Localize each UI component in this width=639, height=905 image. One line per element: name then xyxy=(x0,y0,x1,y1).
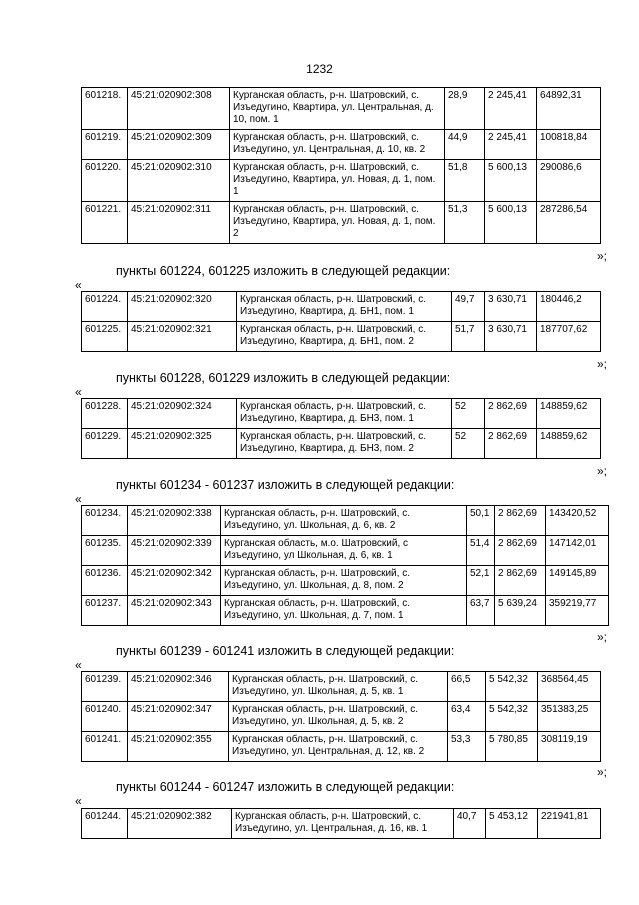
address-cell: Курганская область, р-н. Шатровский, с. Изъедугино, Квартира, д. БН1, пом. 1 xyxy=(237,292,452,322)
registry-table xyxy=(81,291,601,352)
cadastral-value-cell: 64892,31 xyxy=(537,88,601,130)
cadastral-value-cell: 287286,54 xyxy=(537,202,601,244)
registry-table xyxy=(81,671,601,762)
item-number-cell: 601219. xyxy=(82,130,128,160)
cadastral-value-cell: 308119,19 xyxy=(538,732,601,762)
table-row xyxy=(82,732,601,762)
cadastral-number-cell: 45:21:020902:325 xyxy=(128,429,237,459)
address-cell: Курганская область, м.о. Шатровский, с Изъедугино, ул Школьная, д. 6, кв. 1 xyxy=(221,536,467,566)
cadastral-number-cell: 45:21:020902:309 xyxy=(128,130,230,160)
rate-cell: 2 862,69 xyxy=(495,536,546,566)
address-cell: Курганская область, р-н. Шатровский, с. Изъедугино, ул. Центральная, д. 10, кв. 2 xyxy=(230,130,445,160)
registry-table xyxy=(81,808,601,839)
cadastral-number-cell: 45:21:020902:339 xyxy=(128,536,221,566)
cadastral-number-cell: 45:21:020902:310 xyxy=(128,160,230,202)
address-cell: Курганская область, р-н. Шатровский, с. Изъедугино, ул. Школьная, д. 6, кв. 2 xyxy=(221,506,467,536)
table-row xyxy=(82,809,601,839)
cadastral-number-cell: 45:21:020902:342 xyxy=(128,566,221,596)
rate-cell: 2 862,69 xyxy=(485,399,537,429)
closing-quote: »; xyxy=(596,765,607,779)
cadastral-value-cell: 100818,84 xyxy=(537,130,601,160)
item-number-cell: 601235. xyxy=(82,536,128,566)
area-cell: 44,9 xyxy=(445,130,485,160)
section-heading: пункты 601234 - 601237 изложить в следующей редакции: xyxy=(116,478,455,492)
table-row xyxy=(82,429,601,459)
rate-cell: 3 630,71 xyxy=(485,322,537,352)
area-cell: 52 xyxy=(452,429,485,459)
cadastral-value-cell: 148859,62 xyxy=(537,399,601,429)
cadastral-number-cell: 45:21:020902:320 xyxy=(128,292,237,322)
cadastral-value-cell: 290086,6 xyxy=(537,160,601,202)
area-cell: 51,4 xyxy=(467,536,495,566)
address-cell: Курганская область, р-н. Шатровский, с. Изъедугино, ул. Центральная, д. 12, кв. 2 xyxy=(229,732,448,762)
item-number-cell: 601228. xyxy=(82,399,128,429)
cadastral-number-cell: 45:21:020902:346 xyxy=(128,672,229,702)
address-cell: Курганская область, р-н. Шатровский, с. Изъедугино, Квартира, д. БН3, пом. 1 xyxy=(237,399,452,429)
opening-quote: « xyxy=(75,385,82,399)
item-number-cell: 601241. xyxy=(82,732,128,762)
table-row xyxy=(82,596,609,626)
rate-cell: 5 780,85 xyxy=(486,732,538,762)
item-number-cell: 601237. xyxy=(82,596,128,626)
registry-table xyxy=(81,398,601,459)
area-cell: 53,3 xyxy=(448,732,486,762)
closing-quote: »; xyxy=(596,357,607,371)
area-cell: 51,7 xyxy=(452,322,485,352)
rate-cell: 5 639,24 xyxy=(495,596,546,626)
table-row xyxy=(82,536,609,566)
section-heading: пункты 601228, 601229 изложить в следующей редакции: xyxy=(116,371,451,385)
table-row xyxy=(82,506,609,536)
opening-quote: « xyxy=(75,492,82,506)
item-number-cell: 601244. xyxy=(82,809,128,839)
cadastral-value-cell: 143420,52 xyxy=(546,506,609,536)
opening-quote: « xyxy=(75,658,82,672)
item-number-cell: 601240. xyxy=(82,702,128,732)
opening-quote: « xyxy=(75,278,82,292)
cadastral-number-cell: 45:21:020902:382 xyxy=(128,809,232,839)
table-row xyxy=(82,322,601,352)
item-number-cell: 601229. xyxy=(82,429,128,459)
cadastral-number-cell: 45:21:020902:308 xyxy=(128,88,230,130)
area-cell: 52 xyxy=(452,399,485,429)
cadastral-number-cell: 45:21:020902:338 xyxy=(128,506,221,536)
cadastral-number-cell: 45:21:020902:347 xyxy=(128,702,229,732)
rate-cell: 2 862,69 xyxy=(485,429,537,459)
table-row xyxy=(82,130,601,160)
area-cell: 51,3 xyxy=(445,202,485,244)
table-row xyxy=(82,702,601,732)
area-cell: 63,4 xyxy=(448,702,486,732)
section-heading: пункты 601239 - 601241 изложить в следующей редакции: xyxy=(116,644,455,658)
cadastral-value-cell: 221941,81 xyxy=(538,809,601,839)
item-number-cell: 601234. xyxy=(82,506,128,536)
closing-quote: »; xyxy=(596,630,607,644)
address-cell: Курганская область, р-н. Шатровский, с. Изъедугино, Квартира, ул. Новая, д. 1, пом. 1 xyxy=(230,160,445,202)
address-cell: Курганская область, р-н. Шатровский, с. Изъедугино, Квартира, д. БН1, пом. 2 xyxy=(237,322,452,352)
table-row xyxy=(82,88,601,130)
table-row xyxy=(82,160,601,202)
area-cell: 40,7 xyxy=(454,809,486,839)
address-cell: Курганская область, р-н. Шатровский, с. Изъедугино, ул. Школьная, д. 7, пом. 1 xyxy=(221,596,467,626)
rate-cell: 5 453,12 xyxy=(486,809,538,839)
address-cell: Курганская область, р-н. Шатровский, с. Изъедугино, Квартира, ул. Центральная, д. 10, пом. 1 xyxy=(230,88,445,130)
address-cell: Курганская область, р-н. Шатровский, с. Изъедугино, ул. Школьная, д. 5, кв. 1 xyxy=(229,672,448,702)
table-row xyxy=(82,399,601,429)
cadastral-value-cell: 368564,45 xyxy=(538,672,601,702)
area-cell: 66,5 xyxy=(448,672,486,702)
area-cell: 63,7 xyxy=(467,596,495,626)
area-cell: 50,1 xyxy=(467,506,495,536)
area-cell: 52,1 xyxy=(467,566,495,596)
item-number-cell: 601224. xyxy=(82,292,128,322)
closing-quote: »; xyxy=(596,464,607,478)
address-cell: Курганская область, р-н. Шатровский, с. Изъедугино, Квартира, ул. Новая, д. 1, пом. 2 xyxy=(230,202,445,244)
item-number-cell: 601236. xyxy=(82,566,128,596)
rate-cell: 2 245,41 xyxy=(485,88,537,130)
address-cell: Курганская область, р-н. Шатровский, с. Изъедугино, Квартира, д. БН3, пом. 2 xyxy=(237,429,452,459)
table-row xyxy=(82,672,601,702)
registry-table xyxy=(81,505,609,626)
cadastral-value-cell: 351383,25 xyxy=(538,702,601,732)
cadastral-value-cell: 147142,01 xyxy=(546,536,609,566)
registry-table xyxy=(81,87,601,244)
item-number-cell: 601239. xyxy=(82,672,128,702)
rate-cell: 2 245,41 xyxy=(485,130,537,160)
item-number-cell: 601218. xyxy=(82,88,128,130)
table-row xyxy=(82,292,601,322)
cadastral-value-cell: 148859,62 xyxy=(537,429,601,459)
item-number-cell: 601221. xyxy=(82,202,128,244)
area-cell: 51,8 xyxy=(445,160,485,202)
cadastral-number-cell: 45:21:020902:321 xyxy=(128,322,237,352)
rate-cell: 3 630,71 xyxy=(485,292,537,322)
address-cell: Курганская область, р-н. Шатровский, с. Изъедугино, ул. Школьная, д. 5, кв. 2 xyxy=(229,702,448,732)
cadastral-value-cell: 359219,77 xyxy=(546,596,609,626)
cadastral-number-cell: 45:21:020902:324 xyxy=(128,399,237,429)
item-number-cell: 601220. xyxy=(82,160,128,202)
cadastral-number-cell: 45:21:020902:343 xyxy=(128,596,221,626)
area-cell: 49,7 xyxy=(452,292,485,322)
address-cell: Курганская область, р-н. Шатровский, с. Изъедугино, ул. Центральная, д. 16, кв. 1 xyxy=(232,809,454,839)
cadastral-number-cell: 45:21:020902:355 xyxy=(128,732,229,762)
section-heading: пункты 601224, 601225 изложить в следующей редакции: xyxy=(116,264,451,278)
area-cell: 28,9 xyxy=(445,88,485,130)
page-number: 1232 xyxy=(306,62,333,76)
opening-quote: « xyxy=(75,794,82,808)
address-cell: Курганская область, р-н. Шатровский, с. Изъедугино, ул. Школьная, д. 8, пом. 2 xyxy=(221,566,467,596)
cadastral-value-cell: 187707,62 xyxy=(537,322,601,352)
cadastral-value-cell: 149145,89 xyxy=(546,566,609,596)
table-row xyxy=(82,566,609,596)
rate-cell: 5 542,32 xyxy=(486,672,538,702)
cadastral-value-cell: 180446,2 xyxy=(537,292,601,322)
item-number-cell: 601225. xyxy=(82,322,128,352)
section-heading: пункты 601244 - 601247 изложить в следующей редакции: xyxy=(116,780,455,794)
cadastral-number-cell: 45:21:020902:311 xyxy=(128,202,230,244)
rate-cell: 5 542,32 xyxy=(486,702,538,732)
rate-cell: 2 862,69 xyxy=(495,566,546,596)
rate-cell: 5 600,13 xyxy=(485,160,537,202)
closing-quote: »; xyxy=(596,249,607,263)
rate-cell: 2 862,69 xyxy=(495,506,546,536)
rate-cell: 5 600,13 xyxy=(485,202,537,244)
table-row xyxy=(82,202,601,244)
